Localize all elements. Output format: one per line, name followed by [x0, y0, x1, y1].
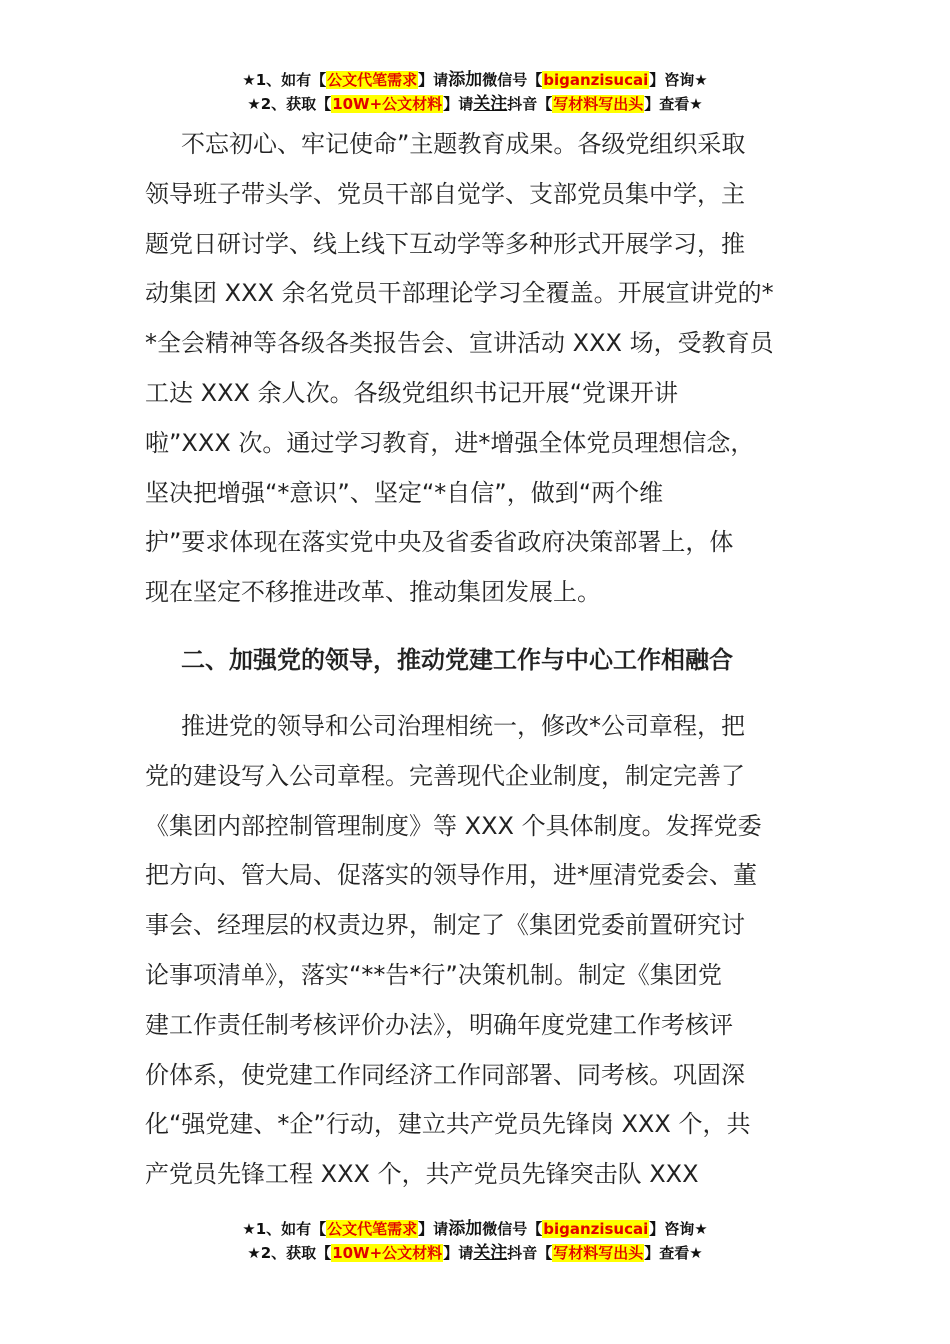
promo-line-1: ★1、如有【公文代笔需求】请添加微信号【biganzisucai】咨询★	[242, 70, 708, 90]
footer-promo-banner	[0, 1217, 950, 1265]
section-heading: 二、加强党的领导，推动党建工作与中心工作相融合	[181, 645, 733, 674]
promo-line-1: ★1、如有【公文代笔需求】请添加微信号【biganzisucai】咨询★	[242, 1219, 708, 1239]
wechat-id-highlight: biganzisucai	[543, 1220, 649, 1238]
promo-highlight: 公文代笔需求	[327, 71, 418, 89]
promo-line-2: ★2、获取【10W+公文材料】请关注抖音【写材料写出头】查看★	[247, 94, 703, 114]
promo-highlight: 10W+公文材料	[332, 1244, 443, 1262]
header-promo-banner	[0, 68, 950, 116]
promo-line-2: ★2、获取【10W+公文材料】请关注抖音【写材料写出头】查看★	[247, 1243, 703, 1263]
paragraph-1: 不忘初心、牢记使命”主题教育成果。各级党组织采取 领导班子带头学、党员干部自觉学、支部党员集中学，主 题党日研讨学、线上线下互动学等多种形式开展学习，推 动集团 XXX 余名党员干部理论学习全覆盖。开展宣讲党的* *全会精神等各级各类报告会、宣讲活动 XXX 场，受教育员 工达 XXX 余人次。各级党组织书记开展“党课开讲 啦”XXX 次。通过学习教育，进*增强全体党员理想信念， 坚决把增强“*意识”、坚定“*自信”，做到“两个维 护”要求体现在落实党中央及省委省政府决策部署上，体 现在坚定不移推进改革、推动集团发展上。	[145, 130, 774, 607]
promo-highlight: 10W+公文材料	[332, 95, 443, 113]
paragraph-2: 推进党的领导和公司治理相统一，修改*公司章程，把 党的建设写入公司章程。完善现代企业制度，制定完善了 《集团内部控制管理制度》等 XXX 个具体制度。发挥党委 把方向、管大局、促落实的领导作用，进*厘清党委会、董 事会、经理层的权责边界，制定了《集团党委前置研究讨 论事项清单》，落实“**告*行”决策机制。制定《集团党 建工作责任制考核评价办法》，明确年度党建工作考核评 价体系，使党建工作同经济工作同部署、同考核。巩固深 化“强党建、*企”行动，建立共产党员先锋岗 XXX 个，共 产党员先锋工程 XXX 个，共产党员先锋突击队 XXX	[145, 711, 762, 1189]
douyin-id-highlight: 写材料写出头	[553, 95, 644, 113]
wechat-id-highlight: biganzisucai	[543, 71, 649, 89]
promo-highlight: 公文代笔需求	[327, 1220, 418, 1238]
document-body	[145, 120, 809, 1200]
douyin-id-highlight: 写材料写出头	[553, 1244, 644, 1262]
